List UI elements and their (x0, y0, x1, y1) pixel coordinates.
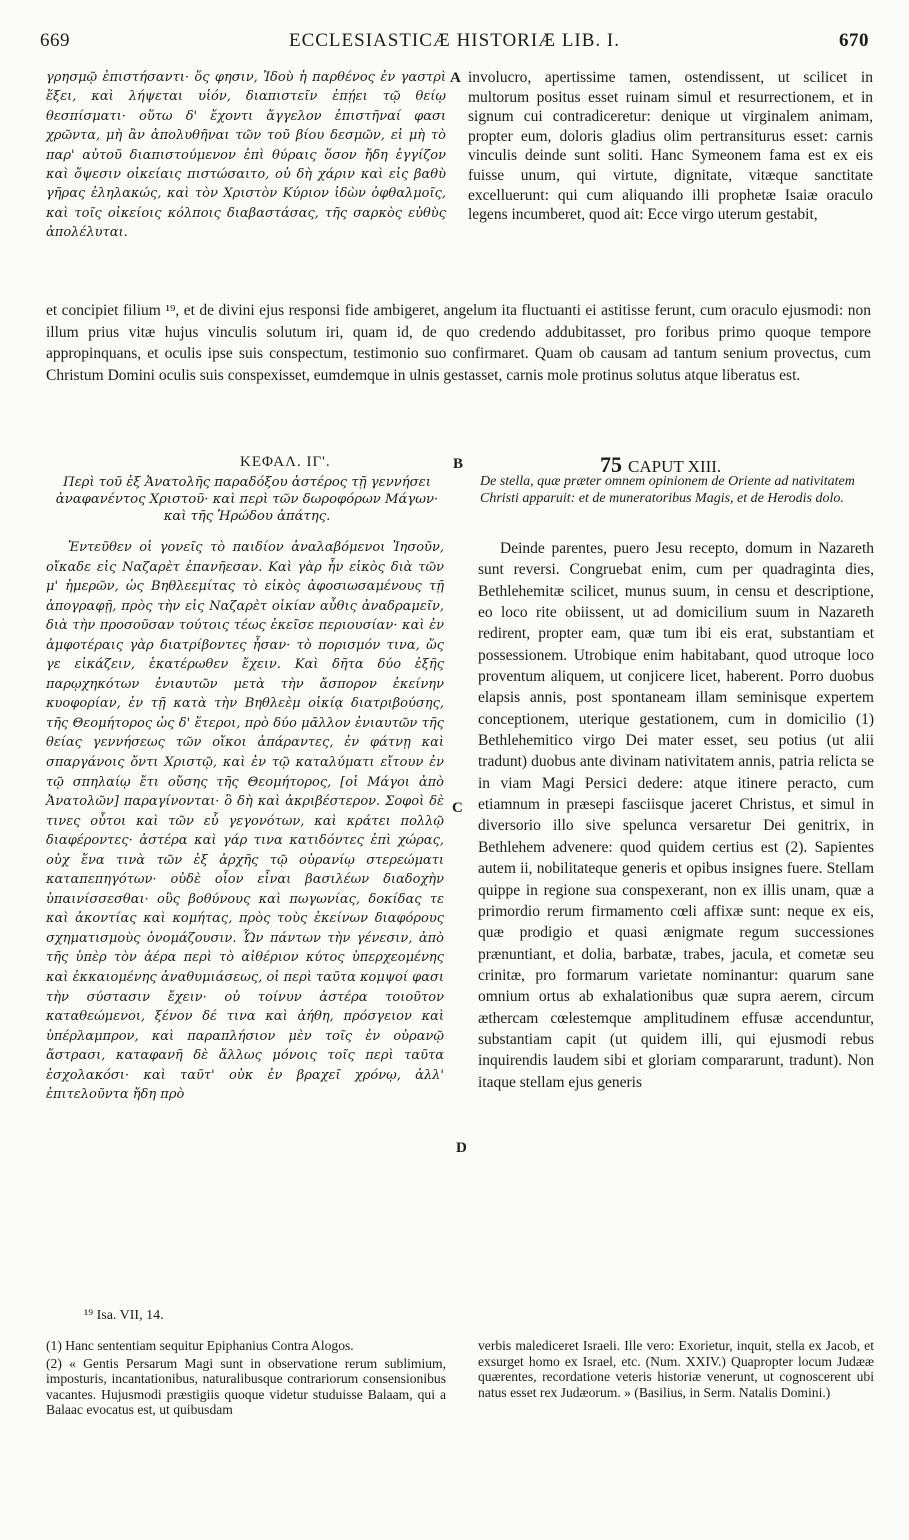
greek-body-column (46, 538, 444, 1105)
top-latin-column (468, 68, 873, 225)
latin-body-column (478, 538, 874, 1093)
margin-mark-d: D (456, 1140, 467, 1156)
page-number-right: 670 (839, 30, 869, 51)
chapter-latin-title: CAPUT XIII. (628, 457, 722, 476)
margin-mark-a: A (450, 70, 461, 86)
footnotes-right (478, 1338, 874, 1402)
top-greek-text: γρησμῷ ἐπιστήσαντι· ὅς φησιν, Ἰδοὺ ἡ παρθένος ἐν γαστρὶ ἕξει, καὶ λήψεται υἱόν, διαπιστεῖν ἐπῄει τῷ θείῳ θεσπίσματι· οὕτω δ' ἔχοντι ἄγγελον ἐπιστῆναί φασι χρῶντα, μὴ ἂν ἀπολυθῆναι τῶν τοῦ βίου δεσμῶν, εἰ μὴ τὸ παρ' αὐτοῦ διαπιστούμενον ἐπὶ θύραις ὅσον ἤδη ἐγγίζον καὶ ὄψεσιν οἰκείαις πιστώσαιτο, οὐ δὴ χάριν καὶ εἰς βαθὺ γῆρας ἐληλακώς, καὶ τὸν Χριστὸν Κύριον ἰδὼν ὀφθαλμοῖς, καὶ τοῖς οἰκείοις κόλποις διαβαστάσας, τῆς σαρκὸς εὐθὺς ἀπολέλυται. (46, 70, 446, 241)
full-width-latin (46, 300, 871, 387)
top-greek-column (46, 68, 446, 243)
footnote-1: (1) Hanc sententiam sequitur Epiphanius Contra Alogos. (46, 1338, 354, 1353)
footnote-2-continued: verbis malediceret Israeli. Ille vero: Exorietur, inquit, stella ex Jacob, et exsurget homo ex Israel, etc. (Num. XXIV.) Quapropter locum Judææ quærentes, recordatione veteris historiæ venerunt, ut cognoscerent ubi natus esset rex Judæorum. » (Basilius, in Serm. Natalis Domini.) (478, 1338, 874, 1400)
chapter-greek-title: ΚΕΦΑΛ. ΙΓ'. (240, 454, 331, 470)
margin-mark-b: B (453, 456, 464, 472)
running-header (40, 30, 869, 54)
latin-body-text: Deinde parentes, puero Jesu recepto, domum in Nazareth sunt reversi. Congruebat enim, cum per quadraginta dies, Bethlehemitæ scilicet, munus suum, in censu et descriptione, eo loco rite obiissent, ut ad domicilium suum in Nazareth redirent, propter eam, quæ tum ibi eis erat, substantiam et possessionem. Utrobique enim habitabant, quod utroque loco proventum aliquem, ut conjicere licet, haberent. Porro duobus elapsis annis, post spontaneam illam seminisque expertem conceptionem, uterique gestationem, cum in domicilio (1) Bethlehemitico virgo Dei mater esset, seu potius (ut alii tradunt) duobus ante divinam nativitatem annis, patria relicta se in viam Magi Persici dedere: atque itinere peracto, cum etiamnum in præsepi fasciisque jaceret Christus, et simul in diversorio illo sive spelunca versaretur Dei genitrix, in Bethlehem advenere: quod quidem certius est (2). Sapientes autem ii, nobilitateque generis et opibus insignes fuere. Stellam quippe in regione sua conspexerant, non ex illis unam, quæ a primordio rerum firmamento cœli affixæ sunt: neque ex eis, quæ prodigio et quasi ænigmate regum successiones prænuntiant, et dolia, barbatæ, trabes, jacula, et cometæ seu crinitæ, pro formarum varietate nominantur: quarum sane omnium ortus ab exhalationibus quæ supra aerem, circum æthercam cœlestemque amplitudinem effusæ accenduntur, substantiam capit (ut quidem illi, qui ejusmodi rebus inquirendis laudem sibi et gloriam compararunt, tradunt). Non itaque stellam ejus generis (478, 540, 874, 1091)
chapter-greek-subtitle: Περὶ τοῦ ἐξ Ἀνατολῆς παραδόξου ἀστέρος τῇ γεννήσει ἀναφανέντος Χριστοῦ· καὶ περὶ τῶν δωροφόρων Μάγων· καὶ τῆς Ἡρώδου ἀπάτης. (55, 475, 439, 524)
footnotes-left (46, 1338, 446, 1420)
chapter-latin-subtitle: De stella, quæ præter omnem opinionem de Oriente ad nativitatem Christi apparuit: et de muneratoribus Magis, et de Herodis dolo. (480, 474, 855, 506)
margin-mark-c: C (452, 800, 463, 816)
chapter-number: 75 (600, 452, 622, 477)
greek-body-text: Ἐντεῦθεν οἱ γονεῖς τὸ παιδίον ἀναλαβόμενοι Ἰησοῦν, οἴκαδε εἰς Ναζαρὲτ ἐπανῆεσαν. Καὶ γὰρ ἦν εἰκὸς διὰ τῶν μ' ἡμερῶν, ὡς Βηθλεεμίτας τὸ εἰκὸς ἀφοσιωσαμένους τῇ ἀπογραφῇ, πρὸς τὴν εἰς Ναζαρὲτ οἰκίαν αὖθις ἀναδραμεῖν, διὰ τὴν προσοῦσαν τούτοις τέως ἐκεῖσε περιουσίαν· καὶ ἐν ἀμφοτέραις γὰρ διατρίβοντες ἦσαν· τὸ πορισμόν τινα, ὥς γε εἰκάζειν, ἑκατέρωθεν ἔχειν. Καὶ δῆτα δύο ἐξῆς παρῳχηκότων ἐνιαυτῶν μετὰ τὴν ἄσπορον ἐκείνην κυοφορίαν, ἐν τῇ κατὰ τὴν Βηθλεὲμ οἰκίᾳ διατριβούσης, τῆς Θεομήτορος ὡς δ' ἕτεροι, πρὸ δύο μᾶλλον ἐνιαυτῶν τῆς θείας γεννήσεως τῶν οἴκοι ἀπάραντες, ἐν φάτνῃ καὶ σπαργάνοις ὄντι Χριστῷ, καὶ ἐν τῷ καταλύματι εἴτουν ἐν τῷ σπηλαίῳ ἔτι οὔσης τῆς Θεομήτορος, [οἱ Μάγοι ἀπὸ Ἀνατολῶν] παραγίνονται· ὃ δὴ καὶ ἀκριβέστερον. Σοφοὶ δὲ τινες οὗτοι καὶ τῶν εὖ γεγονότων, καὶ κράτει πολλῷ διαφέροντες· ἀστέρα καὶ γάρ τινα κατιδόντες ἐπὶ χώρας, οὐχ ἕνα τινὰ τῶν ἐξ ἀρχῆς τῷ οὐρανίῳ στερεώματι καταπεπηγότων· οὐδὲ οἷον εἶναι βασιλέων διαδοχὴν ὑπαινίσσεσθαι· οὓς βοθύνους καὶ πωγωνίας, δοκίδας τε καὶ ἀκοντίας καὶ κομήτας, πρὸς τοὺς ἐκείνων διαφόρους σχηματισμοὺς ὀνομάζουσιν. Ὧν πάντων τὴν γένεσιν, ἀπὸ τῆς ὑπὲρ τὸν ἀέρα περὶ τὸ αἰθέριον κύτος ὑπερχεομένης καὶ ἐκκαιομένης ἀναθυμιάσεως, οἱ περὶ ταῦτα κομψοί φασι τὴν σύστασιν ἔχειν· οὐ τοίνυν ἀστέρα τοιοῦτον καταθεώμενοι, ξένον δέ τινα καὶ ἀήθη, πρόσγειον καὶ ὑπέρλαμπρον, καὶ παραπλήσιον μὲν τοῖς ἐν οὐρανῷ ἄστρασι, καταφανῆ δὲ ἄλλως μόνοις τοῖς περὶ ταῦτα ἐσχολακόσι· καὶ ταῦτ' οὐκ ἐν βραχεῖ χρόνῳ, ἀλλ' ἐπιτελοῦντα ἤδη πρὸ (46, 540, 444, 1103)
running-title: ECCLESIASTICÆ HISTORIÆ LIB. I. (288, 30, 621, 51)
top-latin-text: involucro, apertissime tamen, ostendissent, ut scilicet in multorum positus esset ruinam simul et resurrectionem, et in signum cui contradiceretur: denique ut virginalem animam, propter eum, doloris gladius olim pertransiturus esset: carnis vinculis deinde sunt soliti. Hanc Symeonem fama est ex eis fuisse unum, qui virtute, dignitate, vitæque sanctitate excelluerunt: qui cum aliquando illi prophetæ Isaiæ oraculo legens incumberet, quod ait: Ecce virgo uterum gestabit, (468, 69, 873, 224)
page-number-left: 669 (40, 30, 70, 51)
full-latin-text: et concipiet filium ¹⁹, et de divini ejus responsi fide ambigeret, angelum ita fluctuanti ei astitisse ferunt, cum oraculo ejusmodi: non illum prius vitæ hujus vinculis solutum iri, quam id, de quo credendo addubitasset, pro foribus primo quoque tempore appropinquans, et oculis ipse suis conspectum, testimonio suo confirmaret. Quam ob causam ad tantum senium provectus, cum Christum Domini oculis suis conspexisset, eumdemque in ulnis gestasset, carnis mole protinus solutus atque liberatus est. (46, 302, 871, 385)
footnote-2: (2) « Gentis Persarum Magi sunt in observatione rerum sublimium, imposturis, incantationibus, naturalibusque contrariorum consensionibus vacantes. Hujusmodi præstigiis quoque videtur studuisse Balaam, qui a Balaac evocatus est, ut quibusdam (46, 1355, 446, 1417)
scripture-reference: ¹⁹ Isa. VII, 14. (84, 1308, 164, 1323)
